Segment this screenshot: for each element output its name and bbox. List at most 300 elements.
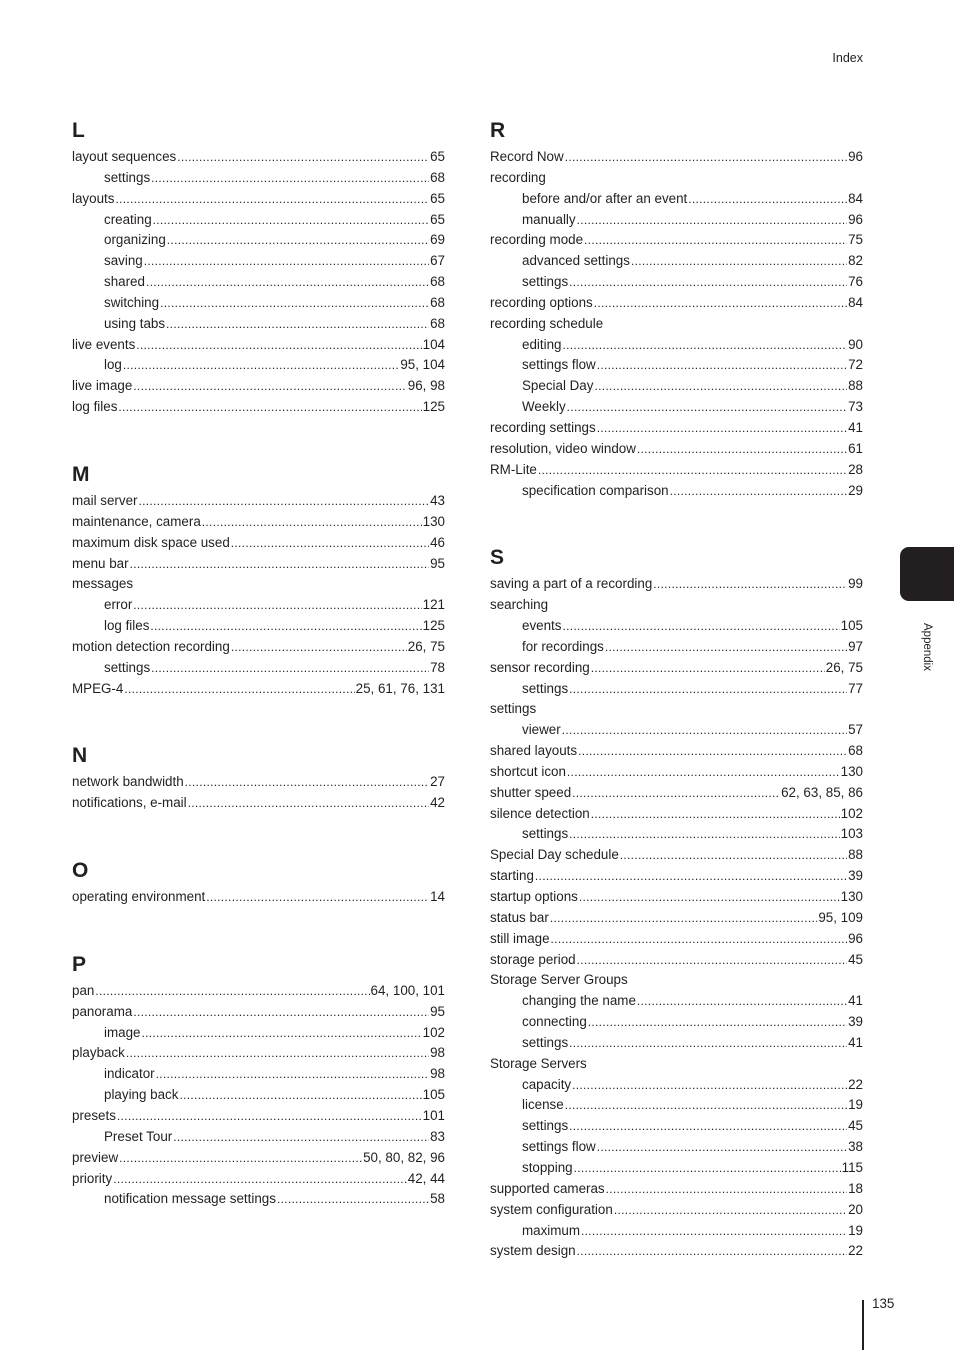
index-subentry	[490, 679, 863, 700]
dot-leader	[153, 210, 429, 231]
entry-term: log files	[72, 399, 118, 415]
entry-list	[490, 574, 863, 1262]
entry-pages: 18	[848, 1180, 863, 1196]
index-entry	[490, 804, 863, 825]
entry-term: settings	[522, 1118, 569, 1134]
dot-leader	[177, 147, 429, 168]
dot-leader	[118, 397, 421, 418]
entry-term: menu bar	[72, 555, 129, 571]
entry-pages: 130	[840, 889, 863, 904]
entry-pages: 97	[848, 638, 863, 654]
entry-term: system design	[490, 1243, 576, 1259]
entry-term: advanced settings	[522, 253, 630, 269]
dot-leader	[166, 314, 429, 335]
entry-term: status bar	[490, 909, 549, 925]
index-section	[490, 541, 863, 1262]
index-subentry	[490, 1137, 863, 1158]
entry-term: presets	[72, 1108, 116, 1123]
index-entry	[490, 1200, 863, 1221]
entry-term: image	[104, 1024, 141, 1040]
index-subentry	[490, 376, 863, 397]
index-entry	[72, 554, 445, 575]
entry-term: Preset Tour	[104, 1128, 173, 1144]
entry-term: using tabs	[104, 315, 166, 331]
entry-term: recording mode	[490, 232, 584, 248]
index-entry	[490, 658, 863, 679]
index-entry	[490, 845, 863, 866]
appendix-tab	[900, 547, 954, 601]
index-subentry	[490, 637, 863, 658]
entry-pages: 61	[848, 440, 863, 456]
entry-term: Storage Servers	[490, 1055, 587, 1071]
index-entry	[490, 293, 863, 314]
index-subentry	[72, 595, 445, 616]
index-entry	[490, 908, 863, 929]
entry-term: before and/or after an event	[522, 190, 688, 206]
index-entry	[490, 460, 863, 481]
entry-pages: 22	[848, 1243, 863, 1259]
entry-pages: 58	[430, 1191, 445, 1207]
dot-leader	[173, 1127, 429, 1148]
entry-pages: 26, 75	[825, 659, 863, 675]
entry-term: storage period	[490, 951, 576, 967]
dot-leader	[579, 887, 840, 908]
index-subentry	[72, 658, 445, 679]
entry-pages: 41	[848, 993, 863, 1009]
entry-pages: 102	[422, 1024, 445, 1040]
entry-pages: 102	[840, 805, 863, 821]
entry-pages: 68	[430, 169, 445, 185]
index-subentry	[490, 210, 863, 231]
entry-term: settings flow	[522, 1139, 596, 1155]
dot-leader	[188, 793, 429, 814]
entry-term: log	[104, 357, 122, 373]
dot-leader	[572, 1075, 847, 1096]
entry-term: system configuration	[490, 1201, 613, 1217]
entry-pages: 46	[430, 534, 445, 550]
dot-leader	[144, 251, 429, 272]
entry-term: notifications, e-mail	[72, 795, 187, 811]
index-entry	[72, 679, 445, 700]
entry-term: Weekly	[522, 399, 566, 415]
dot-leader	[567, 397, 847, 418]
index-entry	[72, 147, 445, 168]
dot-leader	[637, 991, 847, 1012]
dot-leader	[637, 439, 847, 460]
index-subentry	[490, 1158, 863, 1179]
entry-term: creating	[104, 211, 152, 227]
entry-pages: 64, 100, 101	[370, 982, 445, 998]
dot-leader	[577, 950, 847, 971]
index-subentry	[72, 314, 445, 335]
dot-leader	[550, 908, 818, 929]
index-subentry	[72, 251, 445, 272]
entry-pages: 96	[848, 149, 863, 164]
index-entry	[72, 533, 445, 554]
dot-leader	[562, 720, 847, 741]
entry-term: layouts	[72, 190, 115, 206]
section-letter: N	[72, 744, 88, 768]
entry-term: settings	[104, 169, 151, 185]
entry-term: mail server	[72, 492, 138, 508]
dot-leader	[150, 616, 421, 637]
index-subentry	[490, 1012, 863, 1033]
dot-leader	[136, 335, 421, 356]
section-letter: P	[72, 952, 87, 976]
entry-term: still image	[490, 930, 550, 946]
entry-term: supported cameras	[490, 1180, 605, 1196]
entry-term: playback	[72, 1045, 125, 1061]
dot-leader	[167, 230, 429, 251]
index-subentry	[490, 272, 863, 293]
entry-pages: 98	[430, 1045, 445, 1061]
entry-pages: 67	[430, 253, 445, 269]
entry-pages: 45	[848, 1118, 863, 1134]
entry-term: startup options	[490, 889, 578, 904]
entry-pages: 95	[430, 1003, 445, 1019]
index-entry	[490, 418, 863, 439]
entry-term: notification message settings	[104, 1191, 276, 1207]
entry-pages: 98	[430, 1066, 445, 1082]
entry-pages: 42, 44	[407, 1170, 445, 1186]
entry-term: resolution, video window	[490, 440, 636, 456]
dot-leader	[591, 804, 840, 825]
entry-term: starting	[490, 868, 534, 884]
index-entry	[72, 574, 445, 595]
entry-pages: 28	[848, 461, 863, 477]
entry-pages: 90	[848, 336, 863, 352]
entry-term: log files	[104, 618, 150, 634]
index-section	[72, 854, 445, 908]
dot-leader	[551, 929, 848, 950]
entry-term: settings flow	[522, 357, 596, 373]
dot-leader	[574, 1158, 841, 1179]
entry-term: MPEG-4	[72, 680, 124, 696]
index-entry	[490, 887, 863, 908]
index-entry	[72, 637, 445, 658]
entry-term: Special Day	[522, 378, 594, 394]
section-letter: R	[490, 119, 506, 142]
entry-term: pan	[72, 982, 95, 998]
dot-leader	[606, 1179, 847, 1200]
entry-term: operating environment	[72, 889, 206, 905]
entry-pages: 73	[848, 399, 863, 415]
dot-leader	[597, 355, 847, 376]
entry-pages: 69	[430, 232, 445, 248]
entry-pages: 62, 63, 85, 86	[781, 784, 863, 800]
dot-leader	[569, 272, 847, 293]
index-subentry	[72, 293, 445, 314]
dot-leader	[146, 272, 429, 293]
entry-term: Storage Server Groups	[490, 972, 628, 988]
dot-leader	[535, 866, 847, 887]
entry-pages: 65	[430, 211, 445, 227]
index-entry	[490, 929, 863, 950]
entry-term: live events	[72, 336, 136, 352]
entry-pages: 105	[840, 618, 863, 634]
dot-leader	[605, 637, 847, 658]
dot-leader	[577, 1241, 848, 1262]
entry-pages: 96	[848, 211, 863, 227]
entry-pages: 20	[848, 1201, 863, 1217]
index-entry	[72, 397, 445, 418]
entry-pages: 68	[848, 743, 863, 759]
entry-term: live image	[72, 378, 133, 394]
entry-term: stopping	[522, 1159, 573, 1175]
dot-leader	[594, 376, 847, 397]
index-section	[490, 114, 863, 501]
entry-pages: 84	[848, 190, 863, 206]
section-letter: O	[72, 859, 89, 883]
entry-pages: 43	[430, 492, 445, 508]
entry-pages: 78	[430, 659, 445, 675]
entry-pages: 76	[848, 274, 863, 290]
section-letter: M	[72, 462, 90, 486]
dot-leader	[141, 1023, 421, 1044]
index-entry	[490, 595, 863, 616]
index-subentry	[72, 1127, 445, 1148]
dot-leader	[594, 293, 847, 314]
dot-leader	[578, 741, 847, 762]
entry-term: RM-Lite	[490, 461, 537, 477]
running-header: Index	[832, 51, 863, 65]
index-entry	[490, 866, 863, 887]
dot-leader	[670, 481, 847, 502]
entry-pages: 72	[848, 357, 863, 373]
entry-term: sensor recording	[490, 659, 590, 675]
entry-pages: 125	[422, 399, 445, 415]
entry-term: messages	[72, 576, 134, 592]
dot-leader	[567, 762, 840, 783]
index-entry	[490, 147, 863, 168]
entry-term: license	[522, 1097, 564, 1113]
dot-leader	[119, 1148, 362, 1169]
index-entry	[72, 1106, 445, 1127]
index-entry	[490, 950, 863, 971]
entry-pages: 130	[422, 513, 445, 529]
index-entry	[72, 887, 445, 908]
dot-leader	[620, 845, 847, 866]
entry-pages: 68	[430, 315, 445, 331]
entry-term: saving	[104, 253, 143, 269]
index-section	[72, 948, 445, 1210]
entry-pages: 19	[848, 1222, 863, 1238]
entry-pages: 95, 104	[400, 357, 445, 373]
dot-leader	[577, 210, 848, 231]
entry-term: connecting	[522, 1014, 587, 1030]
index-subentry	[72, 1189, 445, 1210]
entry-term: saving a part of a recording	[490, 576, 653, 592]
entry-pages: 96, 98	[407, 378, 445, 394]
dot-leader	[138, 491, 429, 512]
entry-term: layout sequences	[72, 149, 177, 164]
index-subentry	[490, 481, 863, 502]
index-subentry	[72, 355, 445, 376]
index-entry	[72, 189, 445, 210]
entry-term: changing the name	[522, 993, 636, 1009]
dot-leader	[151, 168, 429, 189]
entry-term: recording	[490, 169, 546, 185]
entry-term: Record Now	[490, 149, 564, 164]
entry-pages: 125	[422, 618, 445, 634]
entry-pages: 99	[848, 576, 863, 592]
entry-term: preview	[72, 1149, 119, 1165]
entry-pages: 26, 75	[407, 638, 445, 654]
entry-pages: 19	[848, 1097, 863, 1113]
entry-pages: 88	[848, 378, 863, 394]
dot-leader	[160, 293, 429, 314]
entry-term: recording settings	[490, 419, 596, 435]
entry-pages: 14	[430, 889, 445, 905]
dot-leader	[115, 189, 429, 210]
index-subentry	[72, 168, 445, 189]
index-subentry	[490, 824, 863, 845]
dot-leader	[156, 1064, 429, 1085]
entry-term: shared layouts	[490, 743, 578, 759]
index-subentry	[490, 251, 863, 272]
entry-term: events	[522, 618, 562, 634]
entry-term: shortcut icon	[490, 763, 566, 779]
entry-term: manually	[522, 211, 576, 227]
entry-list	[72, 887, 445, 908]
entry-pages: 38	[848, 1139, 863, 1155]
index-entry	[72, 1148, 445, 1169]
dot-leader	[185, 772, 429, 793]
entry-term: panorama	[72, 1003, 133, 1019]
entry-term: for recordings	[522, 638, 604, 654]
entry-pages: 25, 61, 76, 131	[355, 680, 445, 696]
dot-leader	[569, 1033, 847, 1054]
entry-list	[72, 772, 445, 814]
index-entry	[490, 574, 863, 595]
entry-term: specification comparison	[522, 482, 669, 498]
entry-term: viewer	[522, 722, 561, 738]
entry-term: indicator	[104, 1066, 155, 1082]
index-subentry	[490, 616, 863, 637]
index-entry	[72, 981, 445, 1002]
entry-term: editing	[522, 336, 562, 352]
dot-leader	[133, 376, 406, 397]
entry-term: searching	[490, 597, 549, 613]
dot-leader	[565, 1095, 847, 1116]
dot-leader	[133, 595, 421, 616]
entry-pages: 115	[841, 1159, 863, 1175]
dot-leader	[581, 1221, 847, 1242]
index-entry	[72, 512, 445, 533]
dot-leader	[631, 251, 847, 272]
index-entry	[490, 970, 863, 991]
entry-pages: 68	[430, 274, 445, 290]
entry-pages: 29	[848, 482, 863, 498]
entry-pages: 75	[848, 232, 863, 248]
index-subentry	[490, 720, 863, 741]
dot-leader	[117, 1106, 422, 1127]
index-subentry	[490, 397, 863, 418]
dot-leader	[538, 460, 847, 481]
index-entry	[490, 1054, 863, 1075]
dot-leader	[584, 230, 847, 251]
index-entry	[490, 762, 863, 783]
entry-pages: 39	[848, 868, 863, 884]
index-entry	[72, 1043, 445, 1064]
entry-list	[72, 981, 445, 1210]
index-section	[72, 739, 445, 814]
page-number: 135	[872, 1296, 895, 1311]
entry-pages: 95, 109	[818, 909, 863, 925]
entry-term: settings	[522, 826, 569, 842]
entry-term: capacity	[522, 1076, 572, 1092]
index-entry	[72, 1002, 445, 1023]
entry-pages: 101	[422, 1108, 445, 1123]
index-entry	[490, 168, 863, 189]
index-subentry	[72, 272, 445, 293]
dot-leader	[95, 981, 369, 1002]
dot-leader	[179, 1085, 421, 1106]
index-entry	[72, 1169, 445, 1190]
dot-leader	[588, 1012, 847, 1033]
entry-term: network bandwidth	[72, 774, 184, 790]
entry-pages: 130	[840, 763, 863, 779]
index-entry	[490, 230, 863, 251]
dot-leader	[597, 1137, 847, 1158]
index-entry	[72, 772, 445, 793]
entry-term: settings	[522, 1034, 569, 1050]
dot-leader	[133, 1002, 429, 1023]
index-subentry	[490, 1116, 863, 1137]
page-number-rule	[862, 1300, 864, 1350]
entry-term: motion detection recording	[72, 638, 230, 654]
index-section	[72, 458, 445, 699]
index-subentry	[490, 1221, 863, 1242]
index-subentry	[490, 335, 863, 356]
entry-term: priority	[72, 1170, 113, 1186]
entry-term: settings	[522, 680, 569, 696]
entry-list	[72, 147, 445, 418]
index-entry	[490, 699, 863, 720]
index-subentry	[490, 1033, 863, 1054]
dot-leader	[123, 355, 399, 376]
entry-pages: 96	[848, 930, 863, 946]
entry-term: shared	[104, 274, 145, 290]
dot-leader	[614, 1200, 847, 1221]
entry-pages: 95	[430, 555, 445, 571]
entry-term: maximum disk space used	[72, 534, 230, 550]
entry-term: error	[104, 597, 133, 613]
entry-pages: 22	[848, 1076, 863, 1092]
entry-term: Special Day schedule	[490, 847, 619, 863]
index-column-left	[72, 114, 445, 1250]
index-subentry	[72, 1085, 445, 1106]
dot-leader	[569, 679, 847, 700]
dot-leader	[569, 1116, 847, 1137]
dot-leader	[653, 574, 847, 595]
dot-leader	[597, 418, 847, 439]
entry-pages: 104	[422, 336, 445, 352]
index-entry	[72, 793, 445, 814]
dot-leader	[277, 1189, 429, 1210]
entry-pages: 27	[430, 774, 445, 790]
dot-leader	[562, 335, 847, 356]
index-section	[72, 114, 445, 418]
entry-term: shutter speed	[490, 784, 572, 800]
entry-term: settings	[104, 659, 151, 675]
index-subentry	[490, 355, 863, 376]
index-subentry	[72, 210, 445, 231]
entry-pages: 68	[430, 294, 445, 310]
entry-term: settings	[490, 701, 537, 717]
entry-term: recording options	[490, 294, 593, 310]
entry-pages: 50, 80, 82, 96	[363, 1149, 445, 1165]
